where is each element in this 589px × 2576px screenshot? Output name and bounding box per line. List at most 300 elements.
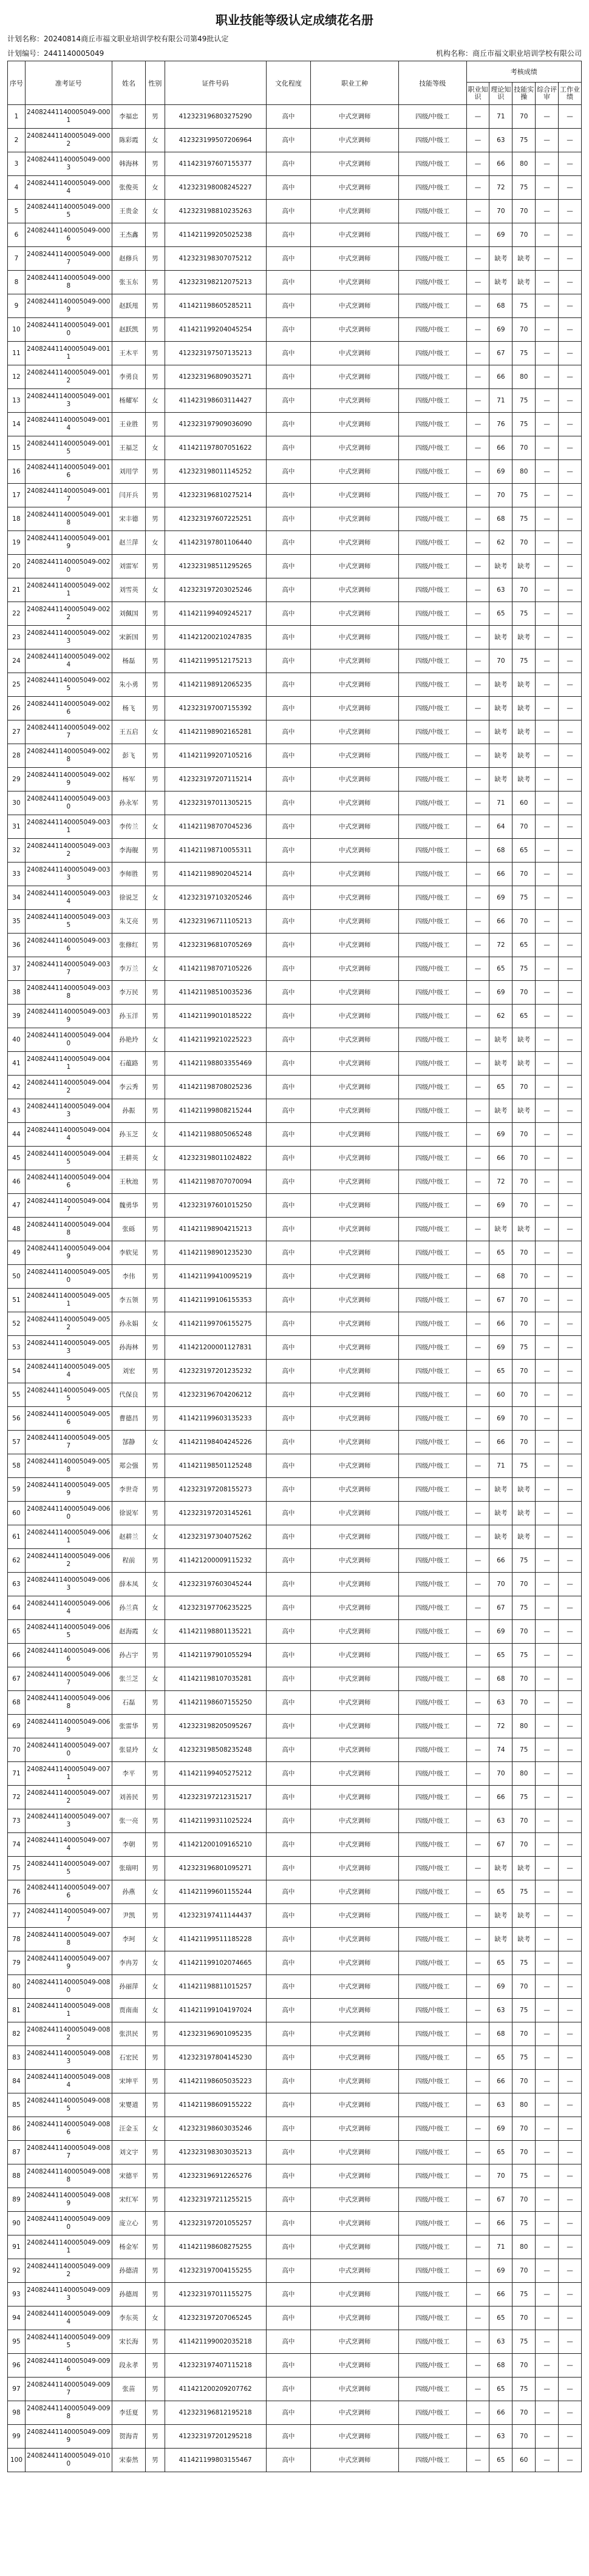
cell-score-theory: 66: [489, 1786, 512, 1809]
cell-sex: 男: [146, 2188, 165, 2212]
cell-id-number: 411421199410095219: [165, 1265, 266, 1289]
cell-score-practical: 75: [512, 602, 536, 626]
cell-id-number: 412323198810235263: [165, 200, 266, 223]
cell-occupation: 中式烹调师: [311, 1573, 399, 1596]
table-row: [8, 863, 582, 886]
cell-score-review: —: [536, 2401, 559, 2425]
cell-id-number: 412323199507206964: [165, 129, 266, 152]
cell-education: 高中: [266, 1975, 311, 1999]
cell-score-professional: —: [466, 1360, 489, 1383]
cell-score-practical: 70: [512, 2425, 536, 2449]
cell-score-professional: —: [466, 1478, 489, 1502]
cell-ticket: 24082441140005049-0086: [25, 2117, 112, 2141]
cell-score-professional: —: [466, 1715, 489, 1738]
cell-sex: 女: [146, 815, 165, 839]
cell-sex: 男: [146, 1833, 165, 1857]
cell-score-performance: —: [559, 815, 582, 839]
header-score-performance: 工作业绩: [559, 83, 582, 105]
cell-ticket: 24082441140005049-0064: [25, 1596, 112, 1620]
cell-skill-level: 四级/中级工: [399, 2259, 466, 2283]
cell-score-performance: —: [559, 1904, 582, 1928]
cell-id-number: 411423197607155377: [165, 152, 266, 176]
cell-sex: 男: [146, 342, 165, 365]
cell-education: 高中: [266, 1833, 311, 1857]
cell-sex: 女: [146, 1620, 165, 1644]
cell-sex: 男: [146, 1005, 165, 1028]
cell-name: 李万民: [112, 981, 146, 1005]
cell-score-practical: 70: [512, 1194, 536, 1218]
cell-education: 高中: [266, 1667, 311, 1691]
cell-education: 高中: [266, 1951, 311, 1975]
cell-score-professional: —: [466, 673, 489, 697]
cell-score-theory: 66: [489, 2401, 512, 2425]
cell-skill-level: 四级/中级工: [399, 2070, 466, 2093]
cell-id-number: 411421200001127831: [165, 1336, 266, 1360]
cell-name: 孙玉芝: [112, 1123, 146, 1147]
cell-score-review: —: [536, 2164, 559, 2188]
cell-score-practical: 70: [512, 910, 536, 934]
cell-score-performance: —: [559, 863, 582, 886]
cell-score-theory: 缺考: [489, 1904, 512, 1928]
cell-id-number: 411421199207105216: [165, 744, 266, 768]
cell-education: 高中: [266, 460, 311, 484]
cell-score-review: —: [536, 910, 559, 934]
cell-score-theory: 65: [489, 2307, 512, 2330]
cell-occupation: 中式烹调师: [311, 649, 399, 673]
cell-score-theory: 63: [489, 1999, 512, 2022]
cell-score-theory: 65: [489, 2141, 512, 2164]
cell-skill-level: 四级/中级工: [399, 413, 466, 436]
cell-score-review: —: [536, 2117, 559, 2141]
cell-education: 高中: [266, 1525, 311, 1549]
cell-score-theory: 66: [489, 2070, 512, 2093]
cell-occupation: 中式烹调师: [311, 271, 399, 294]
cell-education: 高中: [266, 1383, 311, 1407]
cell-skill-level: 四级/中级工: [399, 1312, 466, 1336]
cell-index: 59: [8, 1478, 26, 1502]
cell-score-professional: —: [466, 1123, 489, 1147]
cell-skill-level: 四级/中级工: [399, 744, 466, 768]
cell-score-performance: —: [559, 531, 582, 555]
table-row: [8, 460, 582, 484]
cell-score-review: —: [536, 271, 559, 294]
cell-occupation: 中式烹调师: [311, 507, 399, 531]
cell-skill-level: 四级/中级工: [399, 1407, 466, 1431]
cell-skill-level: 四级/中级工: [399, 1241, 466, 1265]
cell-skill-level: 四级/中级工: [399, 863, 466, 886]
cell-occupation: 中式烹调师: [311, 1549, 399, 1573]
cell-sex: 女: [146, 2307, 165, 2330]
cell-id-number: 411421198707045236: [165, 815, 266, 839]
cell-score-professional: —: [466, 365, 489, 389]
cell-sex: 女: [146, 1880, 165, 1904]
cell-ticket: 24082441140005049-0060: [25, 1502, 112, 1525]
cell-sex: 男: [146, 602, 165, 626]
cell-score-practical: 缺考: [512, 1525, 536, 1549]
cell-ticket: 24082441140005049-0056: [25, 1407, 112, 1431]
cell-score-performance: —: [559, 1644, 582, 1667]
table-row: [8, 2022, 582, 2046]
cell-score-review: —: [536, 1218, 559, 1241]
cell-name: 刘佩国: [112, 602, 146, 626]
cell-name: 张砾: [112, 1218, 146, 1241]
cell-score-theory: 70: [489, 1573, 512, 1596]
cell-sex: 男: [146, 1360, 165, 1383]
cell-occupation: 中式烹调师: [311, 1715, 399, 1738]
cell-name: 张瑞明: [112, 1857, 146, 1880]
cell-ticket: 24082441140005049-0051: [25, 1289, 112, 1312]
cell-name: 薛本凤: [112, 1573, 146, 1596]
cell-id-number: 411421198805065248: [165, 1123, 266, 1147]
cell-score-review: —: [536, 1999, 559, 2022]
cell-name: 赵兰萍: [112, 531, 146, 555]
cell-score-practical: 缺考: [512, 1928, 536, 1951]
table-row: [8, 602, 582, 626]
cell-score-practical: 70: [512, 1383, 536, 1407]
cell-score-review: —: [536, 1336, 559, 1360]
cell-score-professional: —: [466, 1265, 489, 1289]
cell-occupation: 中式烹调师: [311, 2117, 399, 2141]
cell-score-review: —: [536, 1880, 559, 1904]
cell-skill-level: 四级/中级工: [399, 1454, 466, 1478]
cell-name: 石磊: [112, 1691, 146, 1715]
table-row: [8, 1312, 582, 1336]
cell-score-theory: 缺考: [489, 768, 512, 791]
cell-index: 3: [8, 152, 26, 176]
cell-index: 57: [8, 1431, 26, 1454]
cell-sex: 男: [146, 2141, 165, 2164]
cell-sex: 男: [146, 294, 165, 318]
cell-score-theory: 缺考: [489, 1478, 512, 1502]
cell-score-performance: —: [559, 1715, 582, 1738]
cell-id-number: 412323198205095267: [165, 1715, 266, 1738]
cell-ticket: 24082441140005049-0061: [25, 1525, 112, 1549]
cell-id-number: 412323197201235232: [165, 1360, 266, 1383]
cell-occupation: 中式烹调师: [311, 863, 399, 886]
cell-id-number: 412323197601015250: [165, 1194, 266, 1218]
cell-score-review: —: [536, 697, 559, 720]
cell-score-practical: 75: [512, 129, 536, 152]
cell-score-performance: —: [559, 1052, 582, 1076]
cell-skill-level: 四级/中级工: [399, 1833, 466, 1857]
cell-name: 杨耀军: [112, 389, 146, 413]
cell-score-professional: —: [466, 2259, 489, 2283]
cell-sex: 男: [146, 1809, 165, 1833]
cell-occupation: 中式烹调师: [311, 1218, 399, 1241]
cell-score-practical: 70: [512, 2141, 536, 2164]
cell-score-performance: —: [559, 1478, 582, 1502]
cell-id-number: 412323197507135213: [165, 342, 266, 365]
cell-sex: 男: [146, 1715, 165, 1738]
cell-ticket: 24082441140005049-0059: [25, 1478, 112, 1502]
cell-score-review: —: [536, 1383, 559, 1407]
cell-score-professional: —: [466, 2046, 489, 2070]
cell-name: 李廷夏: [112, 2401, 146, 2425]
cell-education: 高中: [266, 934, 311, 957]
cell-ticket: 24082441140005049-0043: [25, 1099, 112, 1123]
cell-score-professional: —: [466, 2164, 489, 2188]
cell-index: 82: [8, 2022, 26, 2046]
cell-occupation: 中式烹调师: [311, 1170, 399, 1194]
cell-id-number: 411421199311025224: [165, 1809, 266, 1833]
cell-id-number: 412323196801095271: [165, 1857, 266, 1880]
cell-id-number: 411421198811015257: [165, 1975, 266, 1999]
cell-occupation: 中式烹调师: [311, 460, 399, 484]
cell-score-theory: 缺考: [489, 744, 512, 768]
cell-score-review: —: [536, 2235, 559, 2259]
table-row: [8, 957, 582, 981]
cell-name: 朱艾亮: [112, 910, 146, 934]
cell-score-practical: 75: [512, 1596, 536, 1620]
cell-index: 98: [8, 2401, 26, 2425]
table-row: [8, 1265, 582, 1289]
cell-index: 48: [8, 1218, 26, 1241]
cell-ticket: 24082441140005049-0010: [25, 318, 112, 342]
cell-ticket: 24082441140005049-0052: [25, 1312, 112, 1336]
cell-ticket: 24082441140005049-0021: [25, 578, 112, 602]
cell-sex: 女: [146, 436, 165, 460]
cell-ticket: 24082441140005049-0028: [25, 744, 112, 768]
cell-score-performance: —: [559, 1857, 582, 1880]
cell-score-professional: —: [466, 176, 489, 200]
cell-skill-level: 四级/中级工: [399, 1691, 466, 1715]
cell-skill-level: 四级/中级工: [399, 1809, 466, 1833]
cell-score-practical: 75: [512, 1786, 536, 1809]
table-row: [8, 2046, 582, 2070]
cell-id-number: 411421199204045254: [165, 318, 266, 342]
cell-education: 高中: [266, 649, 311, 673]
cell-score-review: —: [536, 1904, 559, 1928]
cell-index: 43: [8, 1099, 26, 1123]
cell-score-theory: 68: [489, 507, 512, 531]
cell-score-theory: 63: [489, 1691, 512, 1715]
cell-skill-level: 四级/中级工: [399, 200, 466, 223]
cell-occupation: 中式烹调师: [311, 1407, 399, 1431]
cell-skill-level: 四级/中级工: [399, 1549, 466, 1573]
cell-ticket: 24082441140005049-0018: [25, 507, 112, 531]
cell-name: 刘善民: [112, 1786, 146, 1809]
cell-score-review: —: [536, 2022, 559, 2046]
cell-score-professional: —: [466, 2378, 489, 2401]
cell-score-professional: —: [466, 1762, 489, 1786]
cell-occupation: 中式烹调师: [311, 1880, 399, 1904]
cell-occupation: 中式烹调师: [311, 1076, 399, 1099]
cell-score-practical: 65: [512, 1005, 536, 1028]
cell-id-number: 412323197212315217: [165, 1786, 266, 1809]
cell-index: 79: [8, 1951, 26, 1975]
cell-score-practical: 70: [512, 1312, 536, 1336]
cell-education: 高中: [266, 815, 311, 839]
cell-score-professional: —: [466, 815, 489, 839]
cell-name: 宋丰德: [112, 507, 146, 531]
cell-score-professional: —: [466, 484, 489, 507]
cell-score-professional: —: [466, 460, 489, 484]
cell-score-professional: —: [466, 223, 489, 247]
cell-score-professional: —: [466, 1147, 489, 1170]
cell-skill-level: 四级/中级工: [399, 2117, 466, 2141]
cell-score-theory: 69: [489, 886, 512, 910]
plan-name-line: [7, 32, 582, 46]
cell-occupation: 中式烹调师: [311, 2449, 399, 2472]
cell-skill-level: 四级/中级工: [399, 1099, 466, 1123]
cell-skill-level: 四级/中级工: [399, 294, 466, 318]
cell-score-theory: 66: [489, 863, 512, 886]
cell-score-theory: 缺考: [489, 626, 512, 649]
cell-skill-level: 四级/中级工: [399, 1360, 466, 1383]
cell-skill-level: 四级/中级工: [399, 1762, 466, 1786]
cell-score-performance: —: [559, 744, 582, 768]
cell-name: 宋新国: [112, 626, 146, 649]
cell-score-professional: —: [466, 697, 489, 720]
cell-id-number: 411421198904215213: [165, 1218, 266, 1241]
cell-score-theory: 缺考: [489, 247, 512, 271]
table-row: [8, 1762, 582, 1786]
cell-score-theory: 缺考: [489, 1218, 512, 1241]
cell-ticket: 24082441140005049-0050: [25, 1265, 112, 1289]
cell-id-number: 411421199405275212: [165, 1762, 266, 1786]
cell-id-number: 412323196711105213: [165, 910, 266, 934]
cell-score-practical: 70: [512, 2022, 536, 2046]
cell-score-professional: —: [466, 152, 489, 176]
cell-occupation: 中式烹调师: [311, 1383, 399, 1407]
cell-score-professional: —: [466, 1005, 489, 1028]
cell-sex: 男: [146, 2212, 165, 2235]
cell-index: 81: [8, 1999, 26, 2022]
cell-occupation: 中式烹调师: [311, 1241, 399, 1265]
cell-skill-level: 四级/中级工: [399, 2425, 466, 2449]
cell-score-theory: 66: [489, 365, 512, 389]
cell-score-practical: 70: [512, 1975, 536, 1999]
cell-id-number: 411421199603135233: [165, 1407, 266, 1431]
cell-name: 徐说芝: [112, 886, 146, 910]
cell-score-performance: —: [559, 934, 582, 957]
cell-name: 李海舰: [112, 839, 146, 863]
cell-id-number: 412323196704206212: [165, 1383, 266, 1407]
cell-sex: 女: [146, 957, 165, 981]
cell-index: 89: [8, 2188, 26, 2212]
cell-name: 李师胜: [112, 863, 146, 886]
cell-id-number: 411421198708025236: [165, 1076, 266, 1099]
cell-score-review: —: [536, 2259, 559, 2283]
cell-education: 高中: [266, 957, 311, 981]
cell-skill-level: 四级/中级工: [399, 720, 466, 744]
cell-occupation: 中式烹调师: [311, 294, 399, 318]
cell-education: 高中: [266, 1076, 311, 1099]
cell-occupation: 中式烹调师: [311, 2188, 399, 2212]
cell-skill-level: 四级/中级工: [399, 1194, 466, 1218]
cell-score-practical: 75: [512, 1549, 536, 1573]
cell-score-review: —: [536, 1644, 559, 1667]
cell-occupation: 中式烹调师: [311, 200, 399, 223]
cell-score-review: —: [536, 247, 559, 271]
cell-ticket: 24082441140005049-0038: [25, 981, 112, 1005]
cell-score-performance: —: [559, 1549, 582, 1573]
table-row: [8, 1076, 582, 1099]
header-ticket: 准考证号: [25, 61, 112, 105]
cell-score-performance: —: [559, 2330, 582, 2354]
cell-education: 高中: [266, 1241, 311, 1265]
cell-ticket: 24082441140005049-0093: [25, 2283, 112, 2307]
cell-index: 14: [8, 413, 26, 436]
cell-score-review: —: [536, 981, 559, 1005]
cell-index: 95: [8, 2330, 26, 2354]
table-row: [8, 2259, 582, 2283]
cell-ticket: 24082441140005049-0076: [25, 1880, 112, 1904]
cell-score-review: —: [536, 1241, 559, 1265]
cell-sex: 女: [146, 1975, 165, 1999]
cell-index: 53: [8, 1336, 26, 1360]
cell-occupation: 中式烹调师: [311, 1904, 399, 1928]
cell-score-performance: —: [559, 839, 582, 863]
cell-name: 孙玉洋: [112, 1005, 146, 1028]
cell-score-performance: —: [559, 2378, 582, 2401]
cell-skill-level: 四级/中级工: [399, 1123, 466, 1147]
cell-score-practical: 75: [512, 1951, 536, 1975]
header-occupation: 职业工种: [311, 61, 399, 105]
table-row: [8, 1951, 582, 1975]
cell-sex: 男: [146, 1691, 165, 1715]
cell-ticket: 24082441140005049-0005: [25, 200, 112, 223]
cell-id-number: 412323197103205246: [165, 886, 266, 910]
cell-name: 陈彩霞: [112, 129, 146, 152]
cell-score-practical: 75: [512, 1454, 536, 1478]
cell-sex: 男: [146, 1502, 165, 1525]
cell-score-review: —: [536, 2425, 559, 2449]
cell-score-practical: 75: [512, 2330, 536, 2354]
cell-score-review: —: [536, 1194, 559, 1218]
cell-score-practical: 75: [512, 1336, 536, 1360]
cell-sex: 男: [146, 318, 165, 342]
cell-education: 高中: [266, 365, 311, 389]
cell-sex: 女: [146, 1573, 165, 1596]
table-row: [8, 2117, 582, 2141]
cell-education: 高中: [266, 1123, 311, 1147]
cell-score-practical: 70: [512, 1431, 536, 1454]
cell-id-number: 412323197909036090: [165, 413, 266, 436]
cell-score-performance: —: [559, 1170, 582, 1194]
cell-occupation: 中式烹调师: [311, 1360, 399, 1383]
cell-score-theory: 71: [489, 105, 512, 129]
cell-sex: 男: [146, 649, 165, 673]
cell-score-practical: 70: [512, 1833, 536, 1857]
cell-education: 高中: [266, 247, 311, 271]
cell-skill-level: 四级/中级工: [399, 555, 466, 578]
cell-sex: 男: [146, 2283, 165, 2307]
cell-score-performance: —: [559, 1833, 582, 1857]
cell-sex: 女: [146, 1312, 165, 1336]
table-header: [8, 61, 582, 105]
cell-score-review: —: [536, 626, 559, 649]
cell-sex: 男: [146, 1052, 165, 1076]
cell-score-review: —: [536, 1951, 559, 1975]
cell-occupation: 中式烹调师: [311, 673, 399, 697]
table-row: [8, 247, 582, 271]
cell-score-review: —: [536, 2378, 559, 2401]
cell-score-review: —: [536, 1076, 559, 1099]
cell-score-professional: —: [466, 1194, 489, 1218]
cell-ticket: 24082441140005049-0070: [25, 1738, 112, 1762]
cell-score-theory: 65: [489, 2449, 512, 2472]
cell-sex: 女: [146, 1431, 165, 1454]
cell-score-performance: —: [559, 2212, 582, 2235]
cell-score-professional: —: [466, 1809, 489, 1833]
cell-name: 王五启: [112, 720, 146, 744]
cell-name: 宋德平: [112, 2164, 146, 2188]
cell-score-review: —: [536, 1147, 559, 1170]
cell-score-theory: 69: [489, 460, 512, 484]
cell-name: 李世奇: [112, 1478, 146, 1502]
cell-sex: 男: [146, 981, 165, 1005]
